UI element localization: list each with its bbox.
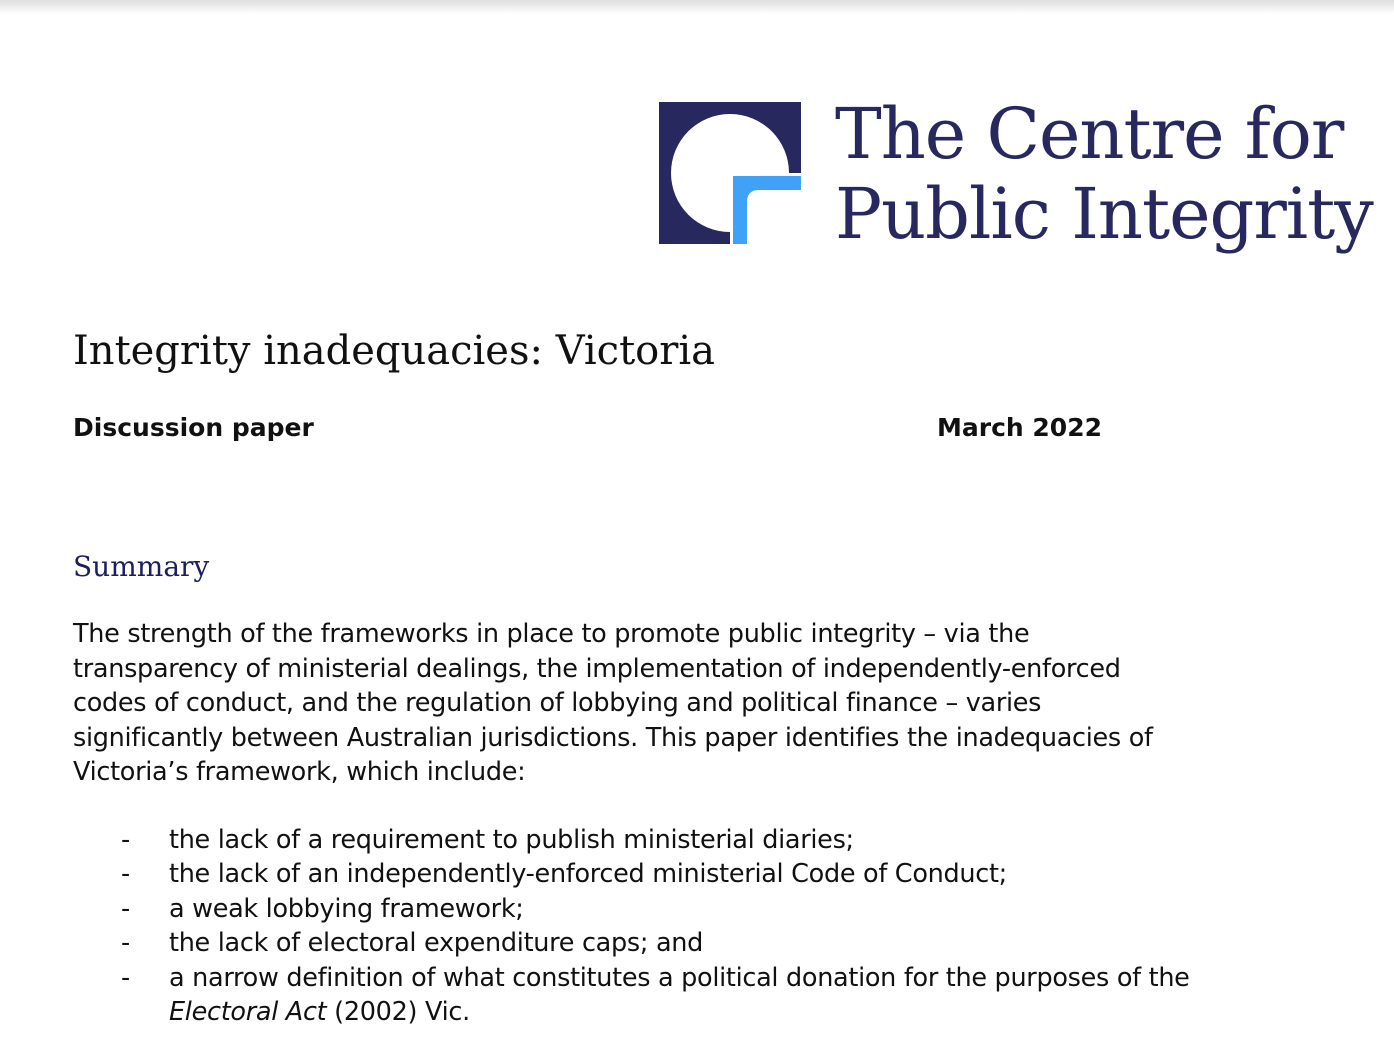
list-item-text: the lack of an independently-enforced ministerial Code of Conduct; bbox=[169, 859, 1007, 890]
list-item bbox=[73, 823, 1363, 857]
summary-line: codes of conduct, and the regulation of lobbying and political finance – varies bbox=[73, 688, 1042, 719]
summary-line: significantly between Australian jurisdictions. This paper identifies the inadequacies of bbox=[73, 722, 1153, 753]
logo-line-1: The Centre for bbox=[835, 93, 1344, 175]
document-title: Integrity inadequacies: Victoria bbox=[73, 328, 715, 374]
document-type: Discussion paper bbox=[73, 413, 314, 442]
list-item bbox=[73, 961, 1363, 1030]
bullet-dash: - bbox=[121, 962, 130, 993]
list-item-text: a narrow definition of what constitutes a political donation for the purposes of the bbox=[169, 962, 1190, 993]
list-item-text: the lack of a requirement to publish ministerial diaries; bbox=[169, 825, 854, 855]
summary-line: Victoria’s framework, which include: bbox=[73, 757, 526, 788]
bullet-dash: - bbox=[121, 928, 130, 959]
bullet-dash: - bbox=[121, 893, 130, 924]
list-item bbox=[73, 857, 1363, 891]
list-item bbox=[73, 892, 1363, 926]
bullet-dash: - bbox=[121, 859, 130, 890]
list-item bbox=[73, 926, 1363, 960]
summary-line: transparency of ministerial dealings, the implementation of independently-enforced bbox=[73, 653, 1121, 684]
act-year: (2002) Vic. bbox=[326, 997, 470, 1028]
summary-paragraph bbox=[73, 617, 1293, 790]
logo-line-2: Public Integrity bbox=[835, 173, 1373, 255]
summary-line: The strength of the frameworks in place to promote public integrity – via the bbox=[73, 619, 1030, 649]
page-top-shadow bbox=[0, 0, 1394, 14]
summary-heading: Summary bbox=[73, 550, 210, 583]
document-date: March 2022 bbox=[937, 413, 1102, 442]
bullet-dash: - bbox=[121, 825, 130, 855]
logo-wordmark bbox=[835, 94, 1375, 254]
list-item-text: a weak lobbying framework; bbox=[169, 893, 524, 924]
list-item-continuation bbox=[169, 995, 1363, 1029]
logo-mark-icon bbox=[659, 102, 801, 244]
list-item-text: the lack of electoral expenditure caps; and bbox=[169, 928, 704, 959]
inadequacies-list bbox=[73, 823, 1363, 1029]
act-title: Electoral Act bbox=[169, 997, 327, 1028]
